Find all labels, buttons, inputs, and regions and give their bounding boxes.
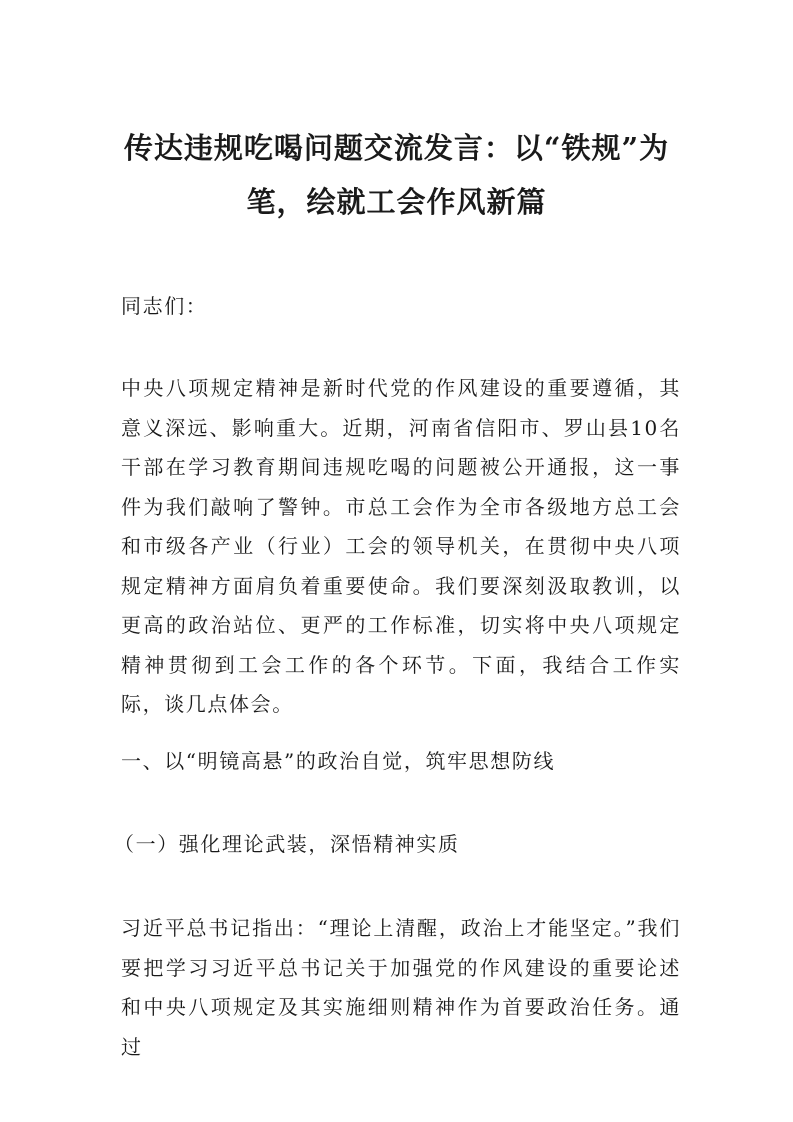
body-paragraph: 习近平总书记指出：“理论上清醒，政治上才能坚定。”我们要把学习习近平总书记关于加强党的作风建设的重要论述和中央八项规定及其实施细则精神作为首要政治任务。通过 — [121, 916, 681, 1059]
body-paragraph: 中央八项规定精神是新时代党的作风建设的重要遵循，其意义深远、影响重大。近期，河南省信阳市、罗山县10名干部在学习教育期间违规吃喝的问题被公开通报，这一事件为我们敲响了警钟。市总工会作为全市各级地方总工会和市级各产业（行业）工会的领导机关，在贯彻中央八项规定精神方面肩负着重要使命。我们要深刻汲取教训，以更高的政治站位、更严的工作标准，切实将中央八项规定精神贯彻到工会工作的各个环节。下面，我结合工作实际，谈几点体会。 — [121, 376, 681, 716]
subsection-heading: （一）强化理论武装，深悟精神实质 — [114, 832, 460, 856]
document-title: 传达违规吃喝问题交流发言：以“铁规”为笔，绘就工会作风新篇 — [123, 131, 670, 219]
section-heading: 一、以“明镜高悬”的政治自觉，筑牢思想防线 — [121, 749, 556, 773]
greeting: 同志们： — [121, 294, 208, 318]
